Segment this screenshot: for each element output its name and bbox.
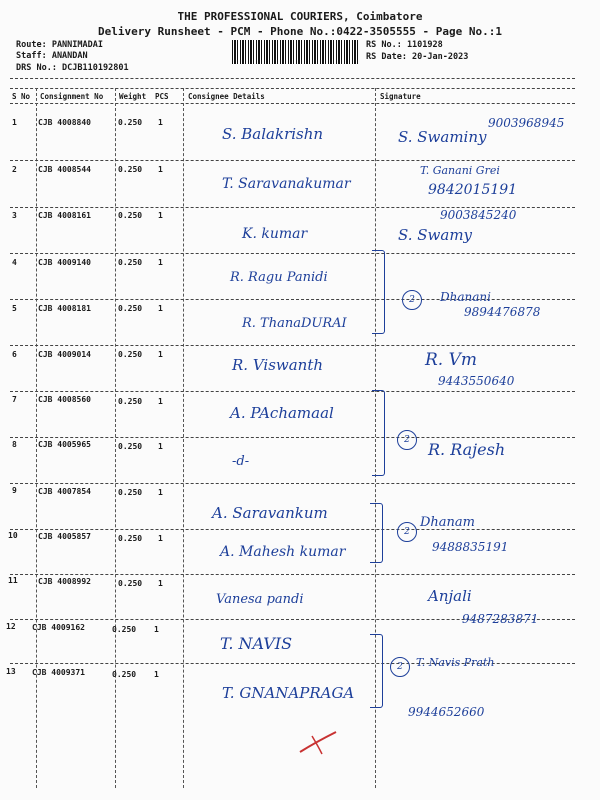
rs-number: RS No.: 1101928 [366,40,443,50]
row-consignment: CJB 4008181 [38,304,91,313]
row-consignment: CJB 4009371 [32,668,85,677]
row-consignment: CJB 4009014 [38,350,91,359]
row-pcs: 1 [154,670,159,679]
row-sno: 1 [12,118,17,127]
row-weight: 0.250 [118,488,143,497]
row-divider [10,160,575,161]
divider [10,78,575,79]
signature-phone: 9487283871 [462,612,539,626]
consignee-name: R. ThanaDURAI [242,316,347,331]
row-weight: 0.250 [112,625,137,634]
divider [10,88,575,89]
divider [10,103,575,104]
consignee-name: A. Saravankum [212,504,328,522]
row-sno: 9 [12,486,17,495]
consignee-name: A. Mahesh kumar [220,544,346,560]
row-pcs: 1 [158,350,163,359]
consignee-name: S. Balakrishn [222,125,324,143]
row-consignment: CJB 4008560 [38,395,91,404]
row-sno: 5 [12,304,17,313]
row-consignment: CJB 4005857 [38,532,91,541]
row-pcs: 1 [154,625,159,634]
row-divider [10,345,575,346]
delivery-count-badge: 2 [397,430,417,450]
red-strike-mark [296,728,340,758]
row-weight: 0.250 [118,534,143,543]
consignee-name: T. Saravanakumar [222,176,351,192]
row-sno: 2 [12,165,17,174]
row-weight: 0.250 [118,304,143,313]
row-weight: 0.250 [118,579,143,588]
row-sno: 6 [12,350,17,359]
col-pcs: PCS [155,92,169,101]
column-rule [183,88,184,788]
group-bracket [372,390,385,476]
row-weight: 0.250 [118,258,143,267]
col-sno: S No [12,92,31,101]
signature: S. Swaminy [398,128,487,146]
consignee-name: Vanesa pandi [216,592,304,607]
consignee-name: -d- [232,454,250,469]
signature-phone: 9003968945 [488,116,565,130]
row-pcs: 1 [158,165,163,174]
row-consignment: CJB 4007854 [38,487,91,496]
row-pcs: 1 [158,488,163,497]
row-pcs: 1 [158,579,163,588]
row-weight: 0.250 [118,350,143,359]
row-sno: 4 [12,258,17,267]
signature-phone: 9488835191 [432,540,509,554]
signature: Dhanani [440,290,491,304]
company-title: THE PROFESSIONAL COURIERS, Coimbatore [177,10,423,23]
row-consignment: CJB 4008161 [38,211,91,220]
row-pcs: 1 [158,534,163,543]
row-divider [10,437,575,438]
col-consignee: Consignee Details [188,92,265,101]
row-consignment: CJB 4005965 [38,440,91,449]
row-consignment: CJB 4008992 [38,577,91,586]
col-consignment: Consignment No [40,92,104,101]
signature: Anjali [428,587,472,605]
row-weight: 0.250 [112,670,137,679]
signature: T. Ganani Grei [420,164,500,177]
row-pcs: 1 [158,304,163,313]
row-consignment: CJB 4008544 [38,165,91,174]
barcode [232,40,358,64]
signature-phone: 9894476878 [464,305,541,319]
row-pcs: 1 [158,118,163,127]
signature: R. Rajesh [428,440,506,459]
consignee-name: R. Viswanth [232,356,324,374]
delivery-count-badge: 2 [402,290,422,310]
row-divider [10,483,575,484]
row-divider [10,253,575,254]
drs-number: DRS No.: DCJB110192801 [16,63,129,73]
row-consignment: CJB 4009162 [32,623,85,632]
column-rule [115,88,116,788]
row-sno: 13 [6,667,16,676]
consignee-name: T. GNANAPRAGA [222,684,355,702]
signature: T. Navis Prath [416,656,495,669]
delivery-count-badge: 2 [390,657,410,677]
signature-phone: 9003845240 [440,208,517,222]
row-sno: 12 [6,622,16,631]
signature: R. Vm [425,350,478,370]
row-weight: 0.250 [118,118,143,127]
row-divider [10,391,575,392]
row-pcs: 1 [158,258,163,267]
consignee-name: T. NAVIS [220,634,293,653]
row-divider [10,574,575,575]
row-consignment: CJB 4009140 [38,258,91,267]
signature-phone: 9944652660 [408,705,485,719]
staff-label: Staff: ANANDAN [16,51,88,61]
row-weight: 0.250 [118,165,143,174]
rs-date: RS Date: 20-Jan-2023 [366,52,469,62]
row-divider [10,529,575,530]
signature-phone: 9842015191 [428,182,518,198]
row-weight: 0.250 [118,442,143,451]
column-rule [36,88,37,788]
row-weight: 0.250 [118,211,143,220]
row-sno: 8 [12,440,17,449]
consignee-name: A. PAchamaal [230,404,334,422]
row-pcs: 1 [158,442,163,451]
row-sno: 11 [8,576,18,585]
runsheet-subtitle: Delivery Runsheet - PCM - Phone No.:0422-3505555 - Page No.:1 [98,25,502,38]
route-label: Route: PANNIMADAI [16,40,103,50]
signature: Dhanam [420,515,475,530]
group-bracket [370,503,383,563]
group-bracket [370,634,383,708]
signature: S. Swamy [398,226,473,244]
consignee-name: R. Ragu Panidi [230,270,328,285]
signature-phone: 9443550640 [438,374,515,388]
delivery-count-badge: 2 [397,522,417,542]
row-sno: 10 [8,531,18,540]
group-bracket [372,250,385,334]
row-sno: 3 [12,211,17,220]
row-pcs: 1 [158,397,163,406]
row-sno: 7 [12,395,17,404]
row-weight: 0.250 [118,397,143,406]
row-pcs: 1 [158,211,163,220]
row-consignment: CJB 4008840 [38,118,91,127]
col-signature: Signature [380,92,421,101]
col-weight: Weight [119,92,147,101]
consignee-name: K. kumar [242,226,308,242]
